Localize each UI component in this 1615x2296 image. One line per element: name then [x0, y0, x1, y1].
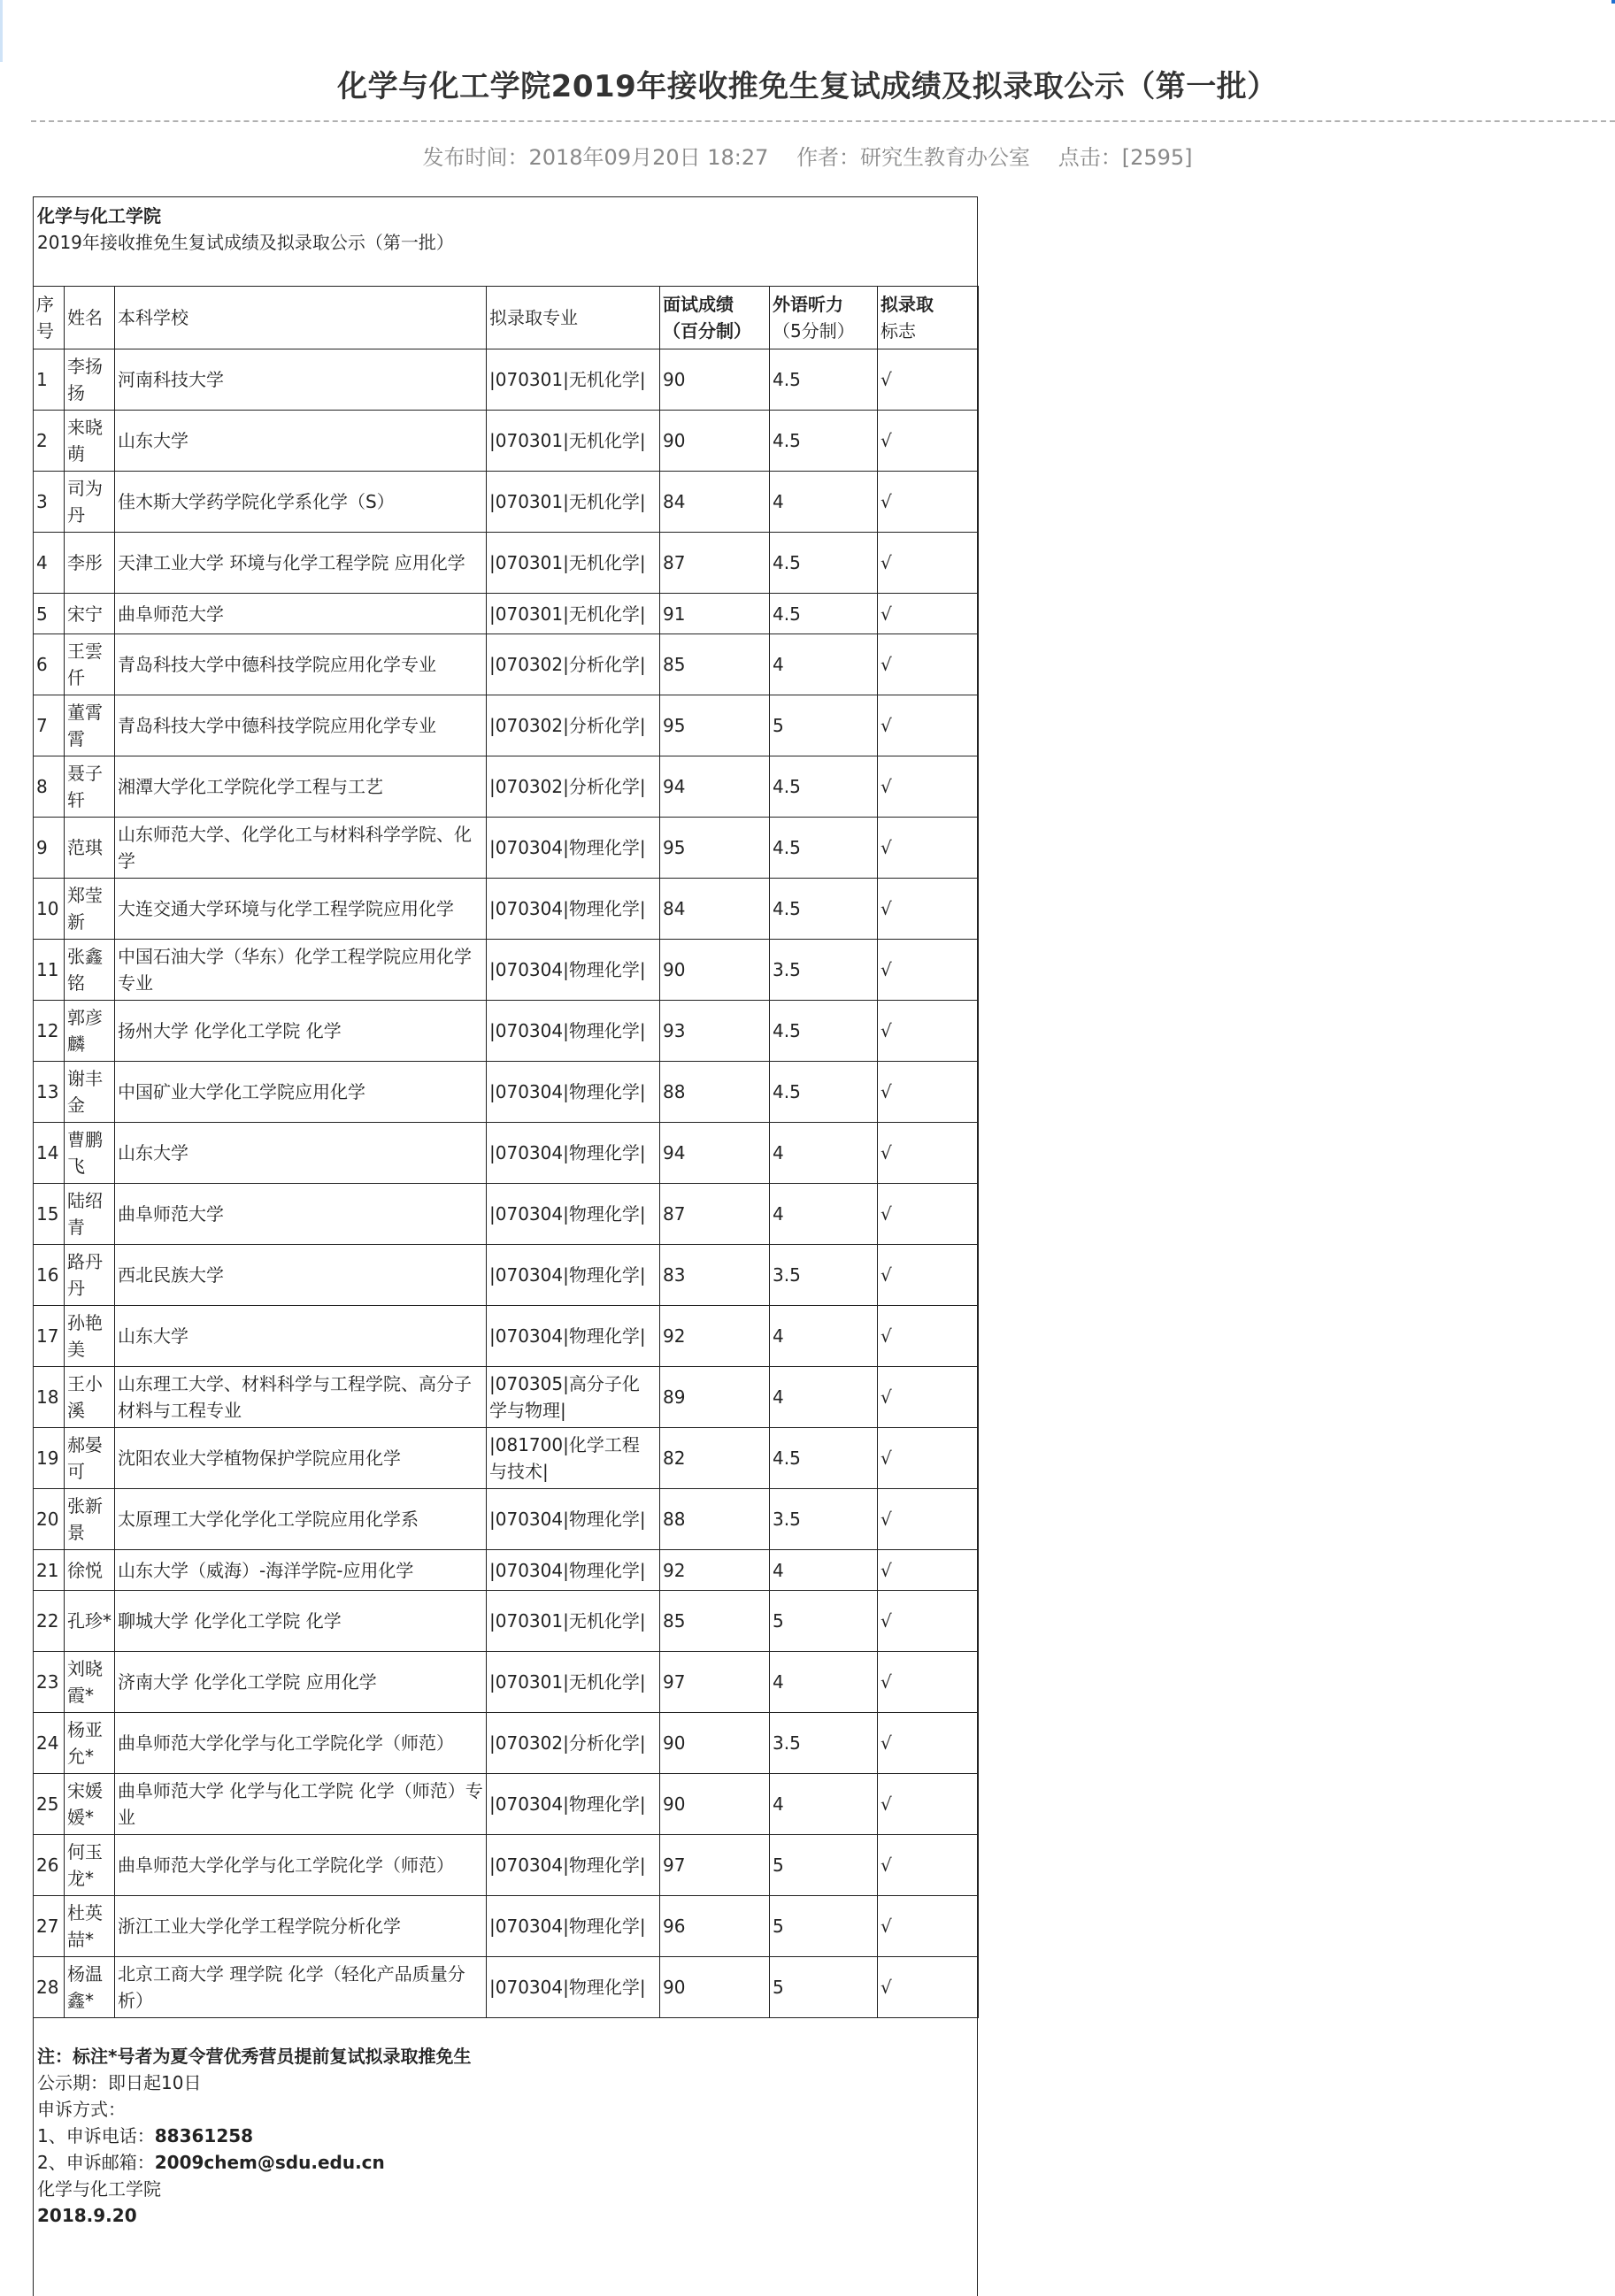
- table-row: [34, 533, 979, 594]
- cell-seq: 26: [34, 1835, 65, 1896]
- cell-major: |070301|无机化学|: [487, 1591, 660, 1652]
- signature-date: [37, 2202, 973, 2229]
- cell-major: |070304|物理化学|: [487, 1001, 660, 1062]
- cell-name: 范琪: [65, 818, 115, 879]
- cell-name: 徐悦: [65, 1550, 115, 1591]
- cell-listening-score: 4.5: [770, 879, 878, 940]
- cell-major: |070304|物理化学|: [487, 1306, 660, 1367]
- cell-listening-score: 4: [770, 1367, 878, 1428]
- cell-listening-score: 5: [770, 695, 878, 756]
- signature-org: 化学与化工学院: [37, 2178, 161, 2200]
- table-row: [34, 1591, 979, 1652]
- cell-name: 杜英喆*: [65, 1896, 115, 1957]
- cell-seq: 19: [34, 1428, 65, 1489]
- cell-school: 北京工商大学 理学院 化学（轻化产品质量分析）: [115, 1957, 487, 2018]
- cell-listening-score: 4.5: [770, 1062, 878, 1123]
- cell-major: |070301|无机化学|: [487, 349, 660, 411]
- cell-admit-mark: √: [878, 1306, 979, 1367]
- cell-major: |070304|物理化学|: [487, 818, 660, 879]
- cell-admit-mark: √: [878, 1123, 979, 1184]
- table-row: [34, 1774, 979, 1835]
- left-accent-bar: [0, 0, 3, 62]
- cell-seq: 13: [34, 1062, 65, 1123]
- cell-seq: 7: [34, 695, 65, 756]
- col-listening: [770, 287, 878, 349]
- cell-name: 董霄霄: [65, 695, 115, 756]
- cell-seq: 17: [34, 1306, 65, 1367]
- cell-seq: 21: [34, 1550, 65, 1591]
- cell-seq: 9: [34, 818, 65, 879]
- cell-school: 河南科技大学: [115, 349, 487, 411]
- cell-admit-mark: √: [878, 411, 979, 472]
- results-table: [33, 286, 979, 2018]
- cell-interview-score: 90: [660, 1713, 770, 1774]
- cell-listening-score: 5: [770, 1957, 878, 2018]
- cell-school: 山东理工大学、材料科学与工程学院、高分子材料与工程专业: [115, 1367, 487, 1428]
- cell-name: 张鑫铭: [65, 940, 115, 1001]
- cell-seq: 3: [34, 472, 65, 533]
- top-right-accent: [1611, 0, 1615, 4]
- cell-interview-score: 85: [660, 1591, 770, 1652]
- cell-major: |070304|物理化学|: [487, 1062, 660, 1123]
- cell-listening-score: 4.5: [770, 1001, 878, 1062]
- cell-admit-mark: √: [878, 940, 979, 1001]
- signature-date-value: 2018.9.20: [37, 2205, 137, 2226]
- cell-school: 太原理工大学化学化工学院应用化学系: [115, 1489, 487, 1550]
- cell-major: |070302|分析化学|: [487, 1713, 660, 1774]
- cell-interview-score: 95: [660, 695, 770, 756]
- cell-major: |070304|物理化学|: [487, 1774, 660, 1835]
- cell-major: |081700|化学工程与技术|: [487, 1428, 660, 1489]
- cell-school: 曲阜师范大学化学与化工学院化学（师范）: [115, 1713, 487, 1774]
- cell-seq: 2: [34, 411, 65, 472]
- cell-school: 青岛科技大学中德科技学院应用化学专业: [115, 695, 487, 756]
- cell-seq: 28: [34, 1957, 65, 2018]
- cell-name: 郭彦麟: [65, 1001, 115, 1062]
- cell-listening-score: 4: [770, 472, 878, 533]
- cell-seq: 5: [34, 594, 65, 634]
- cell-listening-score: 4: [770, 1123, 878, 1184]
- cell-major: |070304|物理化学|: [487, 1245, 660, 1306]
- page-title: 化学与化工学院2019年接收推免生复试成绩及拟录取公示（第一批）: [337, 69, 1278, 104]
- cell-interview-score: 90: [660, 411, 770, 472]
- cell-listening-score: 4: [770, 1184, 878, 1245]
- cell-listening-score: 4: [770, 1774, 878, 1835]
- cell-major: |070304|物理化学|: [487, 1184, 660, 1245]
- cell-seq: 15: [34, 1184, 65, 1245]
- cell-seq: 10: [34, 879, 65, 940]
- table-row: [34, 1896, 979, 1957]
- article-meta: [0, 140, 1615, 171]
- cell-interview-score: 90: [660, 349, 770, 411]
- appeal-email: [37, 2149, 973, 2176]
- cell-interview-score: 83: [660, 1245, 770, 1306]
- cell-school: 曲阜师范大学: [115, 1184, 487, 1245]
- cell-school: 湘潭大学化工学院化学工程与工艺: [115, 756, 487, 818]
- cell-listening-score: 3.5: [770, 1245, 878, 1306]
- cell-admit-mark: √: [878, 695, 979, 756]
- table-row: [34, 349, 979, 411]
- cell-seq: 11: [34, 940, 65, 1001]
- cell-major: |070304|物理化学|: [487, 1835, 660, 1896]
- cell-interview-score: 87: [660, 1184, 770, 1245]
- cell-admit-mark: √: [878, 879, 979, 940]
- table-row: [34, 1001, 979, 1062]
- cell-major: |070304|物理化学|: [487, 1896, 660, 1957]
- cell-seq: 20: [34, 1489, 65, 1550]
- cell-school: 山东大学: [115, 411, 487, 472]
- cell-school: 山东师范大学、化学化工与材料科学学院、化学: [115, 818, 487, 879]
- cell-major: |070304|物理化学|: [487, 1550, 660, 1591]
- table-row: [34, 1367, 979, 1428]
- cell-school: 佳木斯大学药学院化学系化学（S）: [115, 472, 487, 533]
- cell-admit-mark: √: [878, 1713, 979, 1774]
- cell-seq: 1: [34, 349, 65, 411]
- cell-listening-score: 4: [770, 1306, 878, 1367]
- cell-interview-score: 90: [660, 940, 770, 1001]
- cell-name: 路丹丹: [65, 1245, 115, 1306]
- cell-admit-mark: √: [878, 533, 979, 594]
- col-listening-a: 外语听力: [773, 294, 843, 315]
- table-row: [34, 1957, 979, 2018]
- cell-seq: 22: [34, 1591, 65, 1652]
- cell-seq: 23: [34, 1652, 65, 1713]
- cell-listening-score: 4.5: [770, 1428, 878, 1489]
- cell-name: 杨温鑫*: [65, 1957, 115, 2018]
- cell-name: 王雲仟: [65, 634, 115, 695]
- table-row: [34, 1652, 979, 1713]
- cell-major: |070302|分析化学|: [487, 634, 660, 695]
- cell-interview-score: 85: [660, 634, 770, 695]
- cell-school: 西北民族大学: [115, 1245, 487, 1306]
- table-row: [34, 818, 979, 879]
- cell-school: 大连交通大学环境与化学工程学院应用化学: [115, 879, 487, 940]
- cell-school: 聊城大学 化学化工学院 化学: [115, 1591, 487, 1652]
- cell-name: 聂子轩: [65, 756, 115, 818]
- cell-listening-score: 4.5: [770, 756, 878, 818]
- cell-major: |070304|物理化学|: [487, 1957, 660, 2018]
- cell-name: 杨亚允*: [65, 1713, 115, 1774]
- table-row: [34, 1123, 979, 1184]
- cell-admit-mark: √: [878, 1489, 979, 1550]
- cell-listening-score: 5: [770, 1591, 878, 1652]
- announcement-card: [33, 196, 978, 2296]
- cell-admit-mark: √: [878, 472, 979, 533]
- appeal-email-value: 2009chem@sdu.edu.cn: [154, 2152, 385, 2173]
- cell-admit-mark: √: [878, 818, 979, 879]
- cell-seq: 16: [34, 1245, 65, 1306]
- card-header: [34, 197, 977, 286]
- cell-interview-score: 94: [660, 756, 770, 818]
- cell-seq: 25: [34, 1774, 65, 1835]
- table-row: [34, 1306, 979, 1367]
- note-star-text: 注：标注*号者为夏令营优秀营员提前复试拟录取推免生: [37, 2046, 472, 2067]
- cell-listening-score: 5: [770, 1835, 878, 1896]
- cell-school: 中国矿业大学化工学院应用化学: [115, 1062, 487, 1123]
- cell-school: 青岛科技大学中德科技学院应用化学专业: [115, 634, 487, 695]
- card-subtitle: 2019年接收推免生复试成绩及拟录取公示（第一批）: [37, 232, 454, 253]
- cell-interview-score: 96: [660, 1896, 770, 1957]
- cell-major: |070301|无机化学|: [487, 472, 660, 533]
- cell-major: |070304|物理化学|: [487, 1123, 660, 1184]
- cell-listening-score: 5: [770, 1896, 878, 1957]
- cell-interview-score: 92: [660, 1306, 770, 1367]
- cell-name: 何玉龙*: [65, 1835, 115, 1896]
- cell-name: 孙艳美: [65, 1306, 115, 1367]
- table-row: [34, 1550, 979, 1591]
- cell-name: 李扬扬: [65, 349, 115, 411]
- cell-admit-mark: √: [878, 1062, 979, 1123]
- cell-admit-mark: √: [878, 1774, 979, 1835]
- cell-listening-score: 4.5: [770, 594, 878, 634]
- col-seq: 序号: [34, 287, 65, 349]
- cell-interview-score: 84: [660, 879, 770, 940]
- cell-listening-score: 4: [770, 1652, 878, 1713]
- cell-admit-mark: √: [878, 1001, 979, 1062]
- cell-major: |070302|分析化学|: [487, 695, 660, 756]
- cell-seq: 18: [34, 1367, 65, 1428]
- cell-name: 郝晏可: [65, 1428, 115, 1489]
- table-row: [34, 1428, 979, 1489]
- cell-school: 浙江工业大学化学工程学院分析化学: [115, 1896, 487, 1957]
- cell-name: 郑莹新: [65, 879, 115, 940]
- cell-interview-score: 97: [660, 1652, 770, 1713]
- cell-listening-score: 4.5: [770, 533, 878, 594]
- cell-name: 陆绍青: [65, 1184, 115, 1245]
- cell-admit-mark: √: [878, 594, 979, 634]
- appeal-email-label: 2、申诉邮箱：: [37, 2152, 155, 2173]
- table-row: [34, 472, 979, 533]
- cell-admit-mark: √: [878, 1835, 979, 1896]
- cell-school: 济南大学 化学化工学院 应用化学: [115, 1652, 487, 1713]
- cell-interview-score: 90: [660, 1957, 770, 2018]
- col-major: 拟录取专业: [487, 287, 660, 349]
- cell-seq: 6: [34, 634, 65, 695]
- cell-seq: 24: [34, 1713, 65, 1774]
- cell-name: 来晓萌: [65, 411, 115, 472]
- cell-major: |070305|高分子化学与物理|: [487, 1367, 660, 1428]
- cell-name: 谢丰金: [65, 1062, 115, 1123]
- table-row: [34, 1713, 979, 1774]
- cell-school: 山东大学（威海）-海洋学院-应用化学: [115, 1550, 487, 1591]
- cell-major: |070304|物理化学|: [487, 879, 660, 940]
- cell-major: |070301|无机化学|: [487, 1652, 660, 1713]
- notice-period: 公示期：即日起10日: [37, 2072, 202, 2093]
- table-row: [34, 1062, 979, 1123]
- appeal-phone-value: 88361258: [154, 2125, 254, 2146]
- col-interview-a: 面试成绩: [663, 294, 734, 315]
- cell-name: 孔珍*: [65, 1591, 115, 1652]
- cell-interview-score: 82: [660, 1428, 770, 1489]
- cell-name: 刘晓霞*: [65, 1652, 115, 1713]
- cell-major: |070301|无机化学|: [487, 411, 660, 472]
- cell-name: 宋宁: [65, 594, 115, 634]
- cell-school: 曲阜师范大学: [115, 594, 487, 634]
- cell-interview-score: 90: [660, 1774, 770, 1835]
- cell-school: 山东大学: [115, 1306, 487, 1367]
- cell-seq: 4: [34, 533, 65, 594]
- cell-seq: 14: [34, 1123, 65, 1184]
- author: 作者：研究生教育办公室: [796, 145, 1031, 170]
- table-row: [34, 1184, 979, 1245]
- cell-interview-score: 87: [660, 533, 770, 594]
- cell-seq: 27: [34, 1896, 65, 1957]
- cell-admit-mark: √: [878, 349, 979, 411]
- cell-listening-score: 4: [770, 1550, 878, 1591]
- cell-name: 王小溪: [65, 1367, 115, 1428]
- table-row: [34, 411, 979, 472]
- col-interview-b: （百分制）: [663, 320, 751, 342]
- cell-major: |070304|物理化学|: [487, 1489, 660, 1550]
- table-row: [34, 940, 979, 1001]
- cell-school: 中国石油大学（华东）化学工程学院应用化学专业: [115, 940, 487, 1001]
- table-row: [34, 695, 979, 756]
- cell-major: |070301|无机化学|: [487, 533, 660, 594]
- card-org: 化学与化工学院: [37, 205, 161, 227]
- cell-interview-score: 95: [660, 818, 770, 879]
- click-count: 点击：[2595]: [1057, 145, 1193, 170]
- cell-name: 曹鹏飞: [65, 1123, 115, 1184]
- cell-interview-score: 94: [660, 1123, 770, 1184]
- cell-admit-mark: √: [878, 1184, 979, 1245]
- cell-interview-score: 88: [660, 1062, 770, 1123]
- cell-name: 宋媛媛*: [65, 1774, 115, 1835]
- cell-listening-score: 4: [770, 634, 878, 695]
- col-admit-b: 标志: [881, 320, 916, 342]
- cell-school: 扬州大学 化学化工学院 化学: [115, 1001, 487, 1062]
- table-row: [34, 879, 979, 940]
- cell-admit-mark: √: [878, 1652, 979, 1713]
- cell-interview-score: 93: [660, 1001, 770, 1062]
- notes-section: [34, 2018, 977, 2229]
- cell-school: 曲阜师范大学化学与化工学院化学（师范）: [115, 1835, 487, 1896]
- cell-listening-score: 3.5: [770, 940, 878, 1001]
- cell-major: |070302|分析化学|: [487, 756, 660, 818]
- cell-name: 张新景: [65, 1489, 115, 1550]
- col-admit: [878, 287, 979, 349]
- cell-name: 司为丹: [65, 472, 115, 533]
- cell-admit-mark: √: [878, 1550, 979, 1591]
- cell-seq: 12: [34, 1001, 65, 1062]
- appeal-method: 申诉方式：: [37, 2099, 126, 2120]
- cell-interview-score: 97: [660, 1835, 770, 1896]
- cell-school: 沈阳农业大学植物保护学院应用化学: [115, 1428, 487, 1489]
- appeal-phone-label: 1、申诉电话：: [37, 2125, 155, 2146]
- table-row: [34, 756, 979, 818]
- table-row: [34, 1489, 979, 1550]
- cell-interview-score: 88: [660, 1489, 770, 1550]
- col-admit-a: 拟录取: [881, 294, 934, 315]
- cell-school: 天津工业大学 环境与化学工程学院 应用化学: [115, 533, 487, 594]
- cell-listening-score: 4.5: [770, 411, 878, 472]
- cell-name: 李彤: [65, 533, 115, 594]
- cell-seq: 8: [34, 756, 65, 818]
- cell-admit-mark: √: [878, 1428, 979, 1489]
- cell-admit-mark: √: [878, 1367, 979, 1428]
- cell-major: |070304|物理化学|: [487, 940, 660, 1001]
- col-listening-b: （5分制）: [773, 320, 855, 342]
- publish-time: 发布时间：2018年09月20日 18:27: [422, 145, 769, 170]
- col-interview: [660, 287, 770, 349]
- cell-listening-score: 3.5: [770, 1489, 878, 1550]
- col-school: 本科学校: [115, 287, 487, 349]
- cell-listening-score: 3.5: [770, 1713, 878, 1774]
- cell-interview-score: 89: [660, 1367, 770, 1428]
- table-row: [34, 594, 979, 634]
- note-star: [37, 2043, 973, 2069]
- cell-admit-mark: √: [878, 1957, 979, 2018]
- cell-admit-mark: √: [878, 1896, 979, 1957]
- cell-interview-score: 84: [660, 472, 770, 533]
- cell-admit-mark: √: [878, 1591, 979, 1652]
- cell-interview-score: 91: [660, 594, 770, 634]
- cell-school: 曲阜师范大学 化学与化工学院 化学（师范）专业: [115, 1774, 487, 1835]
- cell-admit-mark: √: [878, 634, 979, 695]
- title-divider: [31, 120, 1615, 122]
- table-row: [34, 634, 979, 695]
- col-name: 姓名: [65, 287, 115, 349]
- cell-school: 山东大学: [115, 1123, 487, 1184]
- cell-admit-mark: √: [878, 756, 979, 818]
- cell-admit-mark: √: [878, 1245, 979, 1306]
- table-row: [34, 1245, 979, 1306]
- cell-listening-score: 4.5: [770, 349, 878, 411]
- cell-major: |070301|无机化学|: [487, 594, 660, 634]
- table-row: [34, 1835, 979, 1896]
- cell-interview-score: 92: [660, 1550, 770, 1591]
- appeal-phone: [37, 2123, 973, 2149]
- table-header-row: [34, 287, 979, 349]
- cell-listening-score: 4.5: [770, 818, 878, 879]
